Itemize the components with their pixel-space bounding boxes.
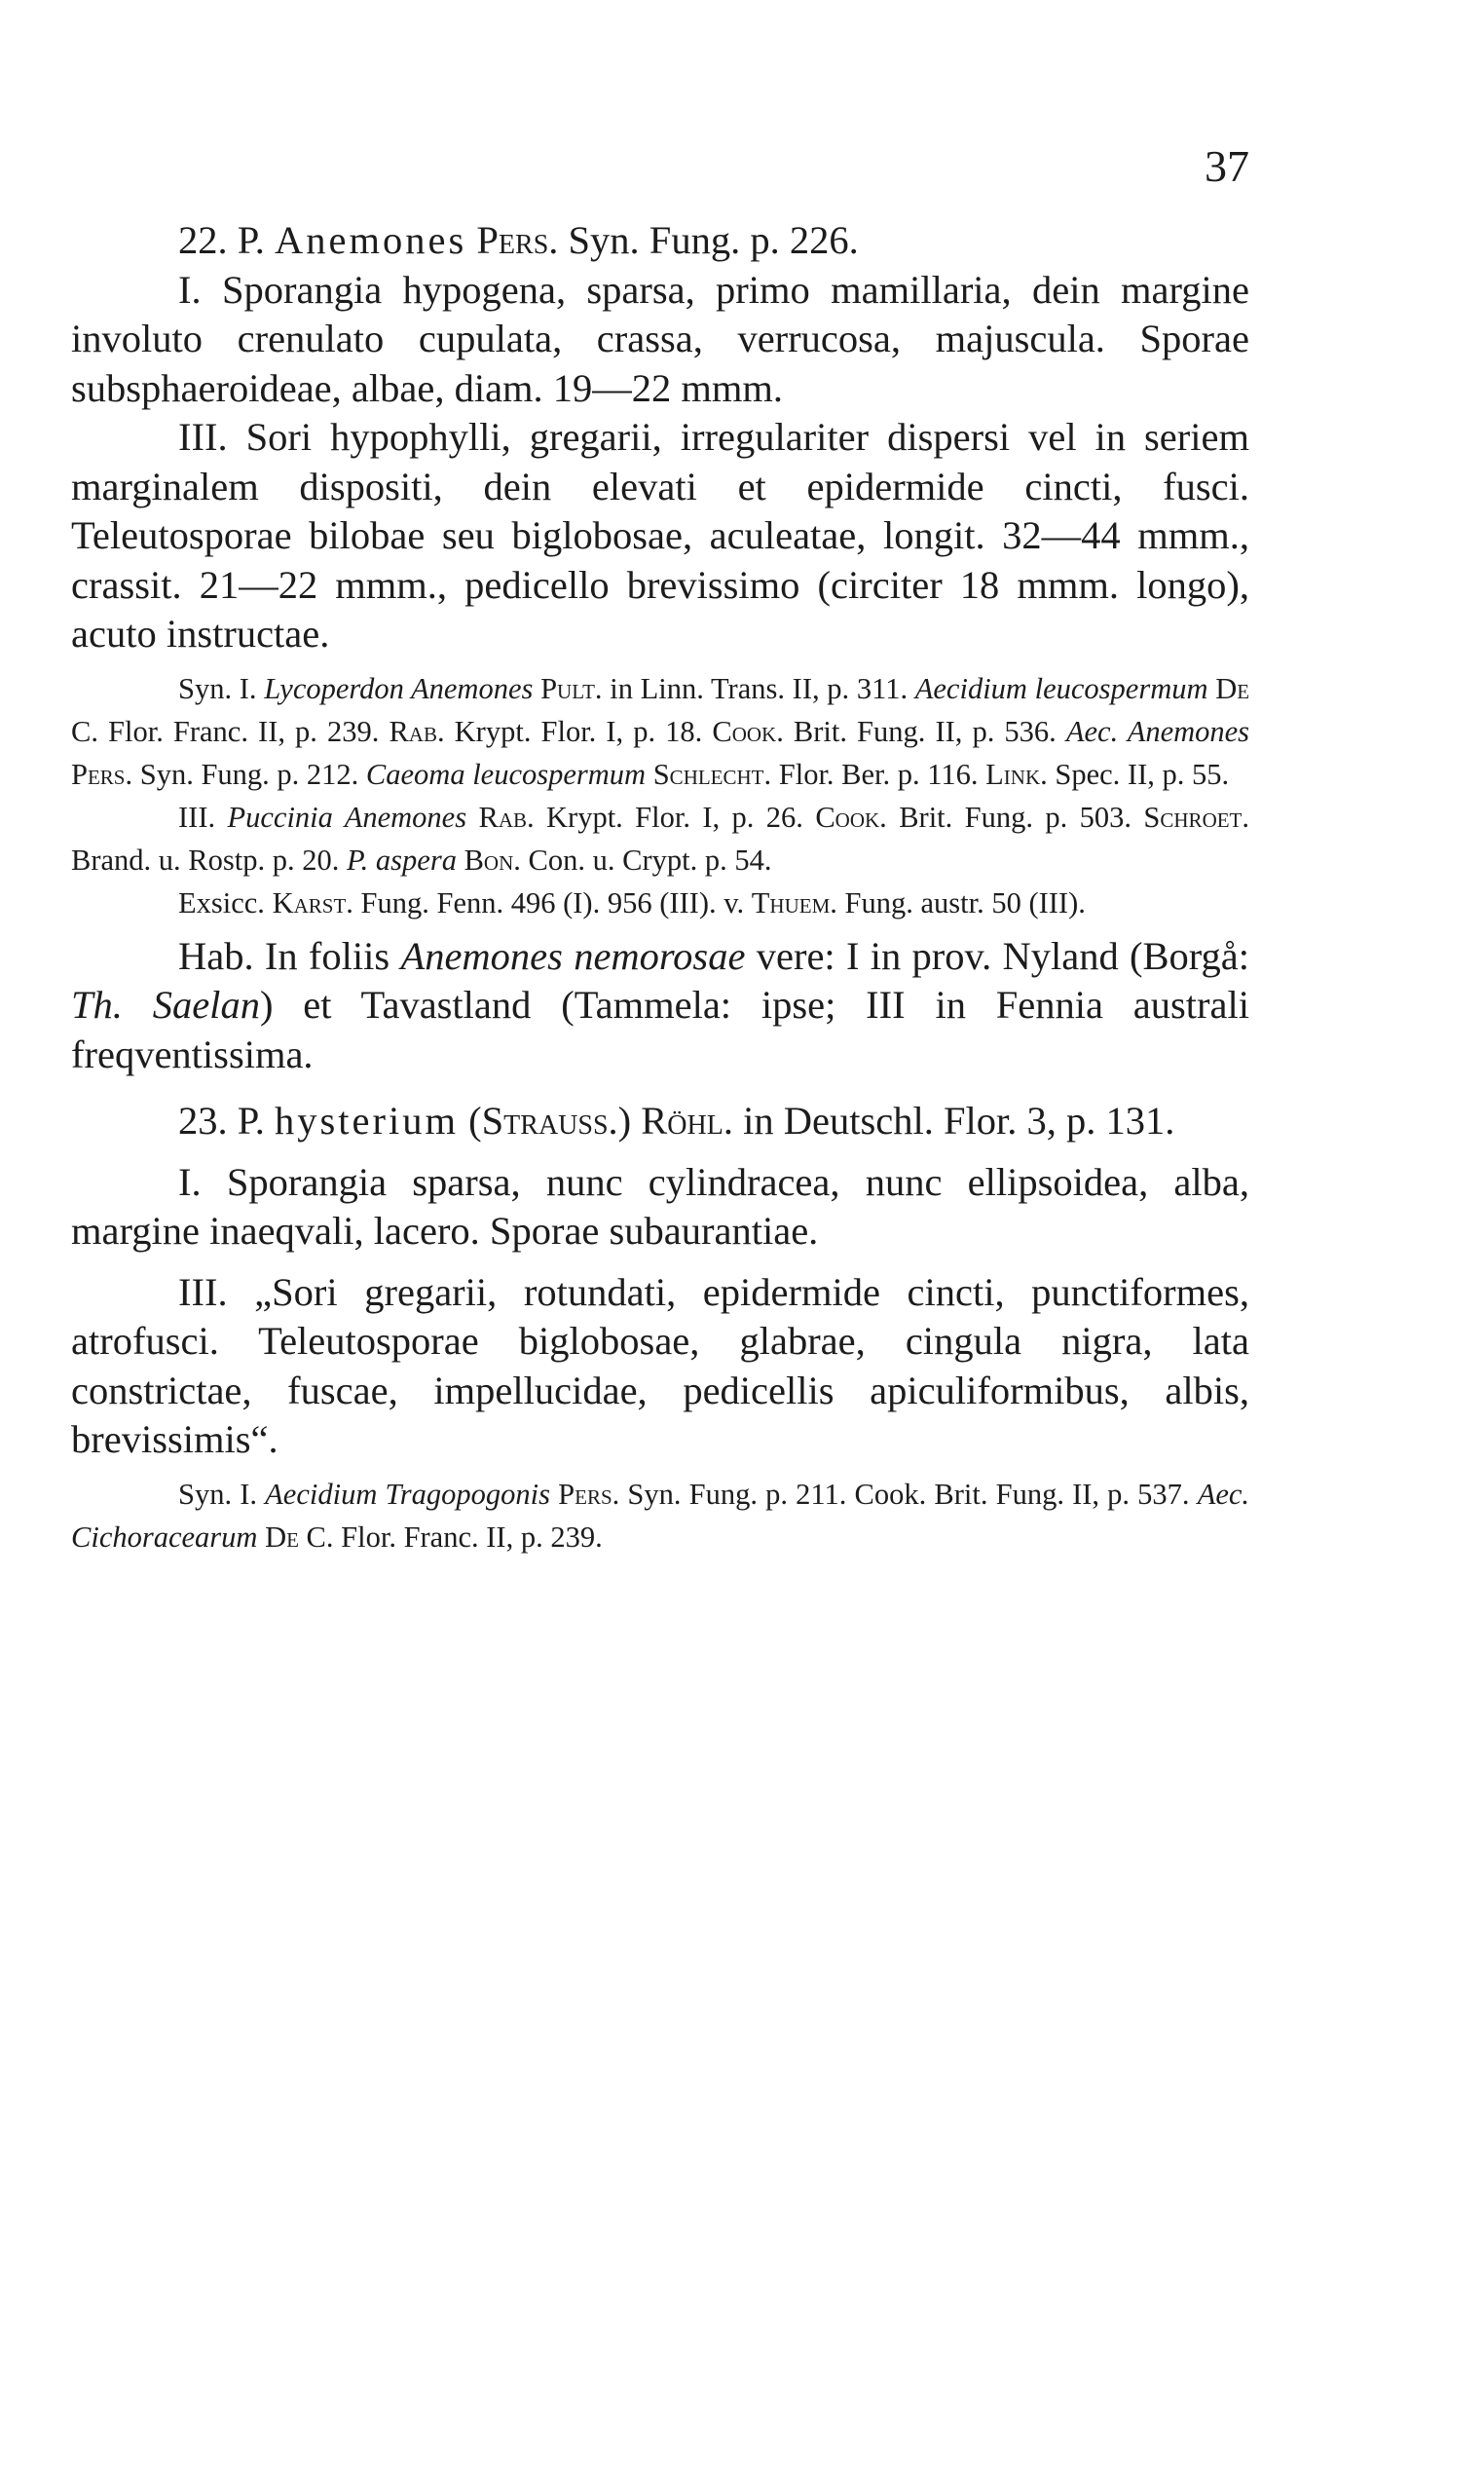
reference: in Deutschl. Flor. 3, p. 131. [743,1099,1175,1143]
author-name: Cook. [712,714,784,748]
document-page [71,0,1249,2477]
citation: Brit. Fung. II, p. 536. [793,714,1057,748]
entry-22-part-iii [71,413,1249,659]
description-text: Sori hypophylli, gregarii, irregulariter dispersi vel in seriem marginalem dispositi, dein elevati et epidermide cincti, fusci. Teleutosporae bilobae seu biglobosae, aculeatae, longit. 32—44 mmm., crassit. 21—22 mmm., pedicello brevissimo (circiter 18 mmm. longo), acuto instructae. [71,415,1250,656]
entry-22-habitat [71,932,1249,1080]
author-name: Pers. [71,757,133,791]
author-name: Rab. [478,800,535,834]
entry-23-synonyms-i [71,1473,1249,1558]
author-name: Röhl. [641,1099,733,1143]
entry-23-part-i [71,1158,1249,1257]
citation: Flor. Franc. II, p. 239. [341,1520,603,1554]
author-name: Pers. [476,218,559,262]
taxon-name: Aecidium Tragopogonis [265,1477,550,1511]
citation: Flor. Franc. II, p. 239. [108,714,380,748]
citation: Brand. u. Rostp. p. 20. [71,843,340,877]
author-name: Pult. [540,671,603,705]
genus-abbrev: P. [237,218,265,262]
entry-23-part-iii [71,1268,1249,1465]
citation: Krypt. Flor. I, p. 26. [546,800,803,834]
stage-label: I. [178,1159,202,1204]
taxon-name: Aec. Anemones [1065,714,1250,748]
reference: Syn. Fung. p. 226. [568,218,859,262]
locality-text: ) et Tavastland (Tammela: ipse; III in Fennia australi freqventissima. [71,983,1249,1076]
stage-label: I. [178,267,202,312]
taxon-name: P. aspera [346,843,457,877]
citation: Con. u. Crypt. p. 54. [528,843,772,877]
habitat-lead: Hab. In foliis [178,933,390,978]
citation: Spec. II, p. 55. [1055,757,1230,791]
document-body [71,216,1249,1558]
synonym-lead: III. [178,800,216,834]
taxon-name: Aecidium leucospermum [914,671,1208,705]
citation: Syn. Fung. p. 211. Cook. Brit. Fung. II, p. 537. [627,1477,1190,1511]
author-name: Link. [985,757,1048,791]
synonym-lead: Syn. I. [178,671,257,705]
description-text: „Sori gregarii, rotundati, epidermide cincti, punctiformes, atrofusci. Teleutosporae biglobosae, glabrae, cingula nigra, lata constrictae, fuscae, impellucidae, pedicellis apiculiformibus, albis, brevissimis“. [71,1269,1249,1461]
citation: Syn. Fung. p. 212. [139,757,359,791]
genus-abbrev: P. [237,1099,265,1143]
entry-23-heading: 23. P. hysterium (Strauss.) Röhl. in Deutschl. Flor. 3, p. 131. [178,1099,1175,1143]
author-name: Schlecht. [652,757,772,791]
entry-number: 22. [178,218,228,262]
author-name: Strauss. [481,1099,618,1143]
citation: Fung. austr. 50 (III). [844,885,1086,919]
author-name: Bon. [464,843,521,877]
author-name: Thuem. [751,885,837,919]
citation: Brit. Fung. p. 503. [899,800,1132,834]
stage-label: III. [178,1269,228,1314]
exsiccatae-lead: Exsicc. [178,885,265,919]
taxon-name: Lycoperdon Anemones [264,671,534,705]
author-name: Schroet. [1143,800,1250,834]
citation: Flor. Ber. p. 116. [778,757,979,791]
citation: Fung. Fenn. 496 (I). 956 (III). v. [360,885,745,919]
author-name: De C. [265,1520,334,1554]
description-text: Sporangia hypogena, sparsa, primo mamillaria, dein margine involuto crenulato cupulata, crassa, verrucosa, majuscula. Sporae subsphaeroideae, albae, diam. 19—22 mmm. [71,267,1249,410]
entry-22-synonyms-i [71,667,1249,796]
taxon-name: Aec. Cichoracearum [71,1477,1250,1554]
entry-22-heading [71,216,1249,266]
entry-number: 23. [178,1099,228,1143]
citation: in Linn. Trans. II, p. 311. [610,671,909,705]
collector-name: Th. Saelan [71,983,260,1027]
taxon-name: Puccinia Anemones [227,800,467,834]
citation: Krypt. Flor. I, p. 18. [454,714,703,748]
page-number: 37 [1205,141,1249,191]
description-text: Sporangia sparsa, nunc cylindracea, nunc ellipsoidea, alba, margine inaeqvali, lacero. Sporae subaurantiae. [71,1159,1250,1253]
author-name: Cook. [815,800,887,834]
entry-22-part-i [71,266,1249,414]
synonym-lead: Syn. I. [178,1477,258,1511]
author-name: Pers. [558,1477,620,1511]
stage-label: III. [178,415,228,459]
author-name: De C. [71,671,1250,748]
host-name: Anemones nemorosae [400,933,746,978]
entry-22-exsiccatae [71,882,1249,924]
entry-22-synonyms-iii [71,796,1249,882]
author-name: Rab. [389,714,445,748]
locality-text: vere: I in prov. Nyland (Borgå: [756,933,1250,978]
species-name: hysterium [275,1099,460,1143]
taxon-name: Caeoma leucospermum [365,757,647,791]
species-name: Anemones [275,218,467,262]
author-name: Karst. [272,885,353,919]
